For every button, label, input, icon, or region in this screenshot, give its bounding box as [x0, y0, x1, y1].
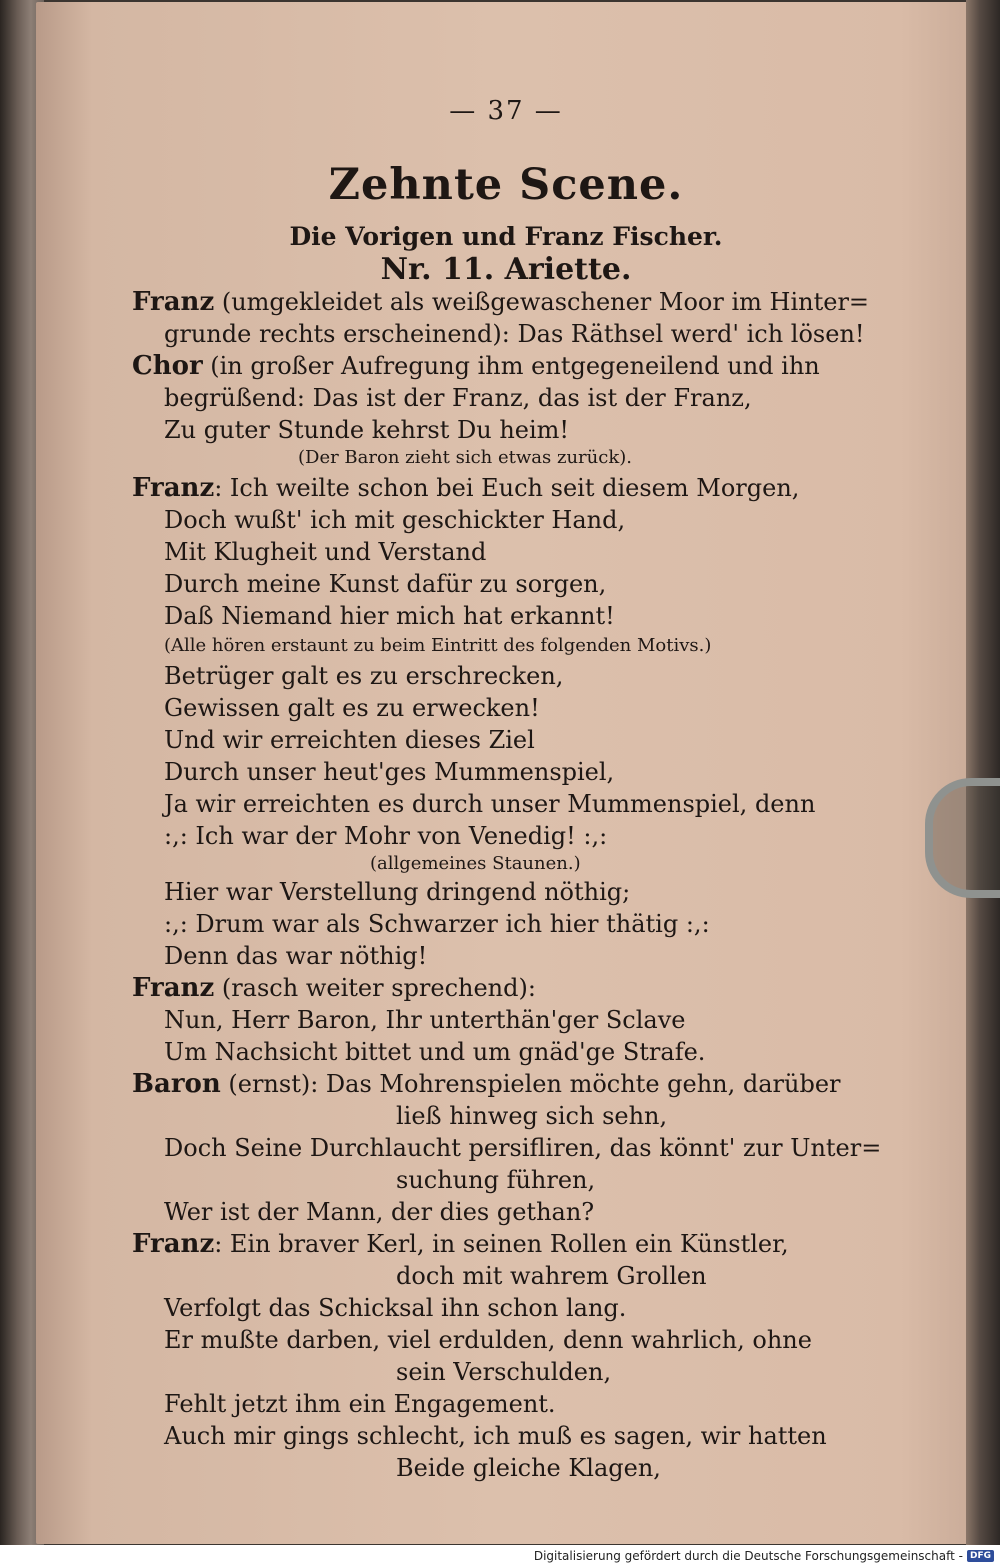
text-line: Doch wußt' ich mit geschickter Hand,: [164, 506, 626, 534]
text-line: Doch Seine Durchlaucht persifliren, das könnt' zur Unter=: [164, 1134, 882, 1162]
text-line: Er mußte darben, viel erdulden, denn wahrlich, ohne: [164, 1326, 812, 1354]
text-line: grunde rechts erscheinend): Das Räthsel werd' ich lösen!: [164, 320, 865, 348]
speaker: Franz: [132, 473, 215, 503]
text-line: Gewissen galt es zu erwecken!: [164, 694, 540, 722]
text-line: Um Nachsicht bittet und um gnäd'ge Strafe.: [164, 1038, 706, 1066]
text-line: Verfolgt das Schicksal ihn schon lang.: [164, 1294, 627, 1322]
text-line: Zu guter Stunde kehrst Du heim!: [164, 416, 570, 444]
stage-direction: (allgemeines Staunen.): [370, 853, 581, 874]
text-line: Franz (umgekleidet als weißgewaschener Moor im Hinter=: [132, 287, 870, 317]
text-line: Beide gleiche Klagen,: [396, 1454, 661, 1482]
text-line: Fehlt jetzt ihm ein Engagement.: [164, 1390, 556, 1418]
text-line: Ja wir erreichten es durch unser Mummenspiel, denn: [164, 790, 816, 818]
text-line: Durch meine Kunst dafür zu sorgen,: [164, 570, 607, 598]
page-number: — 37 —: [449, 96, 563, 126]
footer-bar: [0, 1545, 1000, 1567]
text-line: Mit Klugheit und Verstand: [164, 538, 487, 566]
stage-direction: (Alle hören erstaunt zu beim Eintritt des folgenden Motivs.): [164, 635, 712, 656]
text-line: ließ hinweg sich sehn,: [396, 1102, 668, 1130]
text-line: Franz (rasch weiter sprechend):: [132, 973, 536, 1003]
number-title: Nr. 11. Ariette.: [380, 252, 632, 287]
dfg-logo-icon: DFG: [967, 1550, 994, 1562]
text-line: Daß Niemand hier mich hat erkannt!: [164, 602, 615, 630]
text-line: sein Verschulden,: [396, 1358, 612, 1386]
text-line: Chor (in großer Aufregung ihm entgegeneilend und ihn: [132, 351, 820, 381]
text-line: :,: Drum war als Schwarzer ich hier thätig :,:: [164, 910, 710, 938]
text-line: Franz: Ich weilte schon bei Euch seit diesem Morgen,: [132, 473, 800, 503]
speaker: Chor: [132, 351, 203, 381]
scene-title: Zehnte Scene.: [328, 160, 684, 210]
page-content: [36, 0, 976, 1542]
text-line: Denn das war nöthig!: [164, 942, 428, 970]
speaker: Baron: [132, 1069, 221, 1099]
text-line: suchung führen,: [396, 1166, 596, 1194]
text-line: Auch mir gings schlecht, ich muß es sagen, wir hatten: [164, 1422, 827, 1450]
text-line: Nun, Herr Baron, Ihr unterthän'ger Sclave: [164, 1006, 686, 1034]
text-line: doch mit wahrem Grollen: [396, 1262, 707, 1290]
stage-direction: (Der Baron zieht sich etwas zurück).: [298, 447, 632, 468]
persons-line: Die Vorigen und Franz Fischer.: [289, 222, 723, 251]
text-line: Betrüger galt es zu erschrecken,: [164, 662, 564, 690]
text-line: Franz: Ein braver Kerl, in seinen Rollen ein Künstler,: [132, 1229, 789, 1259]
text-line: Und wir erreichten dieses Ziel: [164, 726, 535, 754]
text-line: Wer ist der Mann, der dies gethan?: [164, 1198, 595, 1226]
text-line: Baron (ernst): Das Mohrenspielen möchte gehn, darüber: [132, 1069, 841, 1099]
footer-credit: Digitalisierung gefördert durch die Deutsche Forschungsgemeinschaft -: [533, 1549, 963, 1563]
text-line: Durch unser heut'ges Mummenspiel,: [164, 758, 615, 786]
speaker: Franz: [132, 973, 215, 1003]
text-line: begrüßend: Das ist der Franz, das ist der Franz,: [164, 384, 752, 412]
text-line: :,: Ich war der Mohr von Venedig! :,:: [164, 822, 608, 850]
speaker: Franz: [132, 287, 215, 317]
speaker: Franz: [132, 1229, 215, 1259]
text-line: Hier war Verstellung dringend nöthig;: [164, 878, 631, 906]
